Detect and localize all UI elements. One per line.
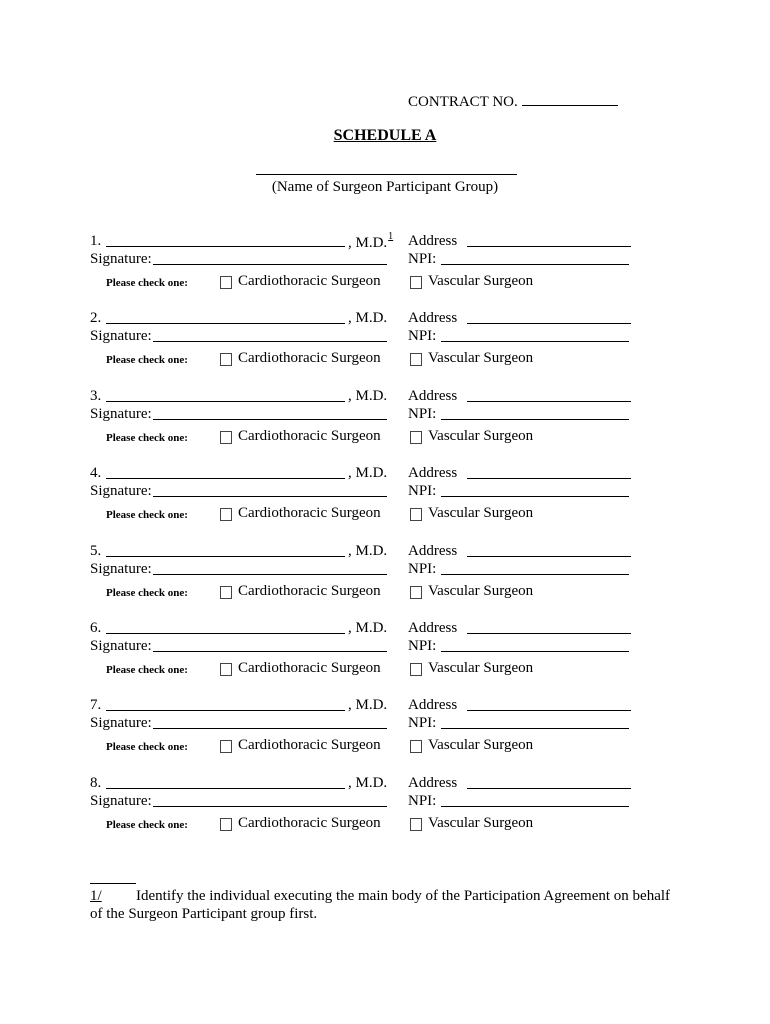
vascular-label: Vascular Surgeon — [428, 350, 534, 367]
address-label: Address — [408, 310, 458, 327]
surgeon-entry — [0, 388, 770, 460]
address-blank[interactable] — [467, 788, 631, 789]
cardiothoracic-label: Cardiothoracic Surgeon — [238, 737, 381, 754]
footnote-marker: 1/ — [90, 888, 102, 904]
vascular-label: Vascular Surgeon — [428, 814, 534, 831]
vascular-checkbox[interactable] — [410, 663, 422, 676]
address-blank[interactable] — [467, 710, 631, 711]
surgeon-entry — [0, 465, 770, 537]
vascular-checkbox[interactable] — [410, 586, 422, 599]
surgeon-name-blank[interactable] — [106, 478, 345, 479]
vascular-label: Vascular Surgeon — [428, 582, 534, 599]
signature-label: Signature: — [90, 638, 152, 654]
check-one-label: Please check one: — [106, 586, 188, 599]
md-label: , M.D. — [348, 697, 388, 714]
npi-blank[interactable] — [441, 341, 629, 342]
md-label: , M.D. — [348, 620, 388, 636]
vascular-label: Vascular Surgeon — [428, 427, 534, 444]
address-blank[interactable] — [467, 478, 631, 479]
signature-label: Signature: — [90, 715, 152, 732]
address-blank[interactable] — [467, 246, 631, 247]
md-label: , M.D.$^1$ — [348, 231, 394, 251]
check-one-label: Please check one: — [106, 277, 188, 289]
vascular-checkbox[interactable] — [410, 353, 422, 366]
npi-label: NPI: — [408, 715, 437, 732]
cardiothoracic-label: Cardiothoracic Surgeon — [238, 505, 381, 522]
entry-number: 7. — [90, 697, 102, 714]
entry-number: 2. — [90, 310, 102, 327]
cardiothoracic-label: Cardiothoracic Surgeon — [238, 273, 381, 289]
footnote-line-2: of the Surgeon Participant group first. — [90, 906, 318, 922]
vascular-checkbox[interactable] — [410, 431, 422, 444]
cardiothoracic-label: Cardiothoracic Surgeon — [238, 814, 381, 831]
signature-label: Signature: — [90, 405, 152, 422]
npi-label: NPI: — [408, 792, 437, 809]
contract-label: CONTRACT NO. — [408, 94, 518, 110]
footnote-reference: 1 — [388, 231, 394, 242]
contract-number — [408, 92, 618, 111]
cardiothoracic-checkbox[interactable] — [220, 431, 232, 444]
npi-label: NPI: — [408, 405, 437, 422]
vascular-checkbox[interactable] — [410, 740, 422, 753]
signature-blank[interactable] — [153, 806, 387, 807]
footnote-line-1: Identify the individual executing the main body of the Participation Agreement on behalf — [136, 888, 671, 904]
signature-blank[interactable] — [153, 728, 387, 729]
contract-number-blank[interactable] — [522, 92, 618, 106]
check-one-label: Please check one: — [106, 431, 188, 444]
address-blank[interactable] — [467, 633, 631, 634]
signature-label: Signature: — [90, 792, 152, 809]
cardiothoracic-checkbox[interactable] — [220, 276, 232, 289]
npi-blank[interactable] — [441, 264, 629, 265]
surgeon-entry — [0, 775, 770, 847]
check-one-label: Please check one: — [106, 741, 188, 754]
npi-blank[interactable] — [441, 806, 629, 807]
signature-label: Signature: — [90, 560, 152, 577]
npi-blank[interactable] — [441, 496, 629, 497]
schedule-title: SCHEDULE A — [333, 127, 437, 144]
surgeon-entry — [0, 697, 770, 769]
surgeon-entry — [0, 543, 770, 615]
surgeon-name-blank[interactable] — [106, 246, 345, 247]
address-label: Address — [408, 620, 458, 636]
surgeon-entry — [0, 620, 770, 692]
check-one-label: Please check one: — [106, 509, 188, 522]
npi-label: NPI: — [408, 560, 437, 577]
cardiothoracic-label: Cardiothoracic Surgeon — [238, 427, 381, 444]
surgeon-name-blank[interactable] — [106, 710, 345, 711]
address-blank[interactable] — [467, 556, 631, 557]
vascular-label: Vascular Surgeon — [428, 660, 534, 676]
cardiothoracic-checkbox[interactable] — [220, 663, 232, 676]
check-one-label: Please check one: — [106, 664, 188, 676]
address-blank[interactable] — [467, 401, 631, 402]
vascular-label: Vascular Surgeon — [428, 505, 534, 522]
entry-number: 6. — [90, 620, 102, 636]
md-label: , M.D. — [348, 465, 388, 482]
vascular-checkbox[interactable] — [410, 508, 422, 521]
npi-blank[interactable] — [441, 728, 629, 729]
surgeon-entry — [0, 233, 770, 305]
surgeon-name-blank[interactable] — [106, 323, 345, 324]
entry-number: 4. — [90, 465, 102, 482]
entry-number: 5. — [90, 542, 102, 559]
cardiothoracic-checkbox[interactable] — [220, 508, 232, 521]
signature-label: Signature: — [90, 328, 152, 345]
address-label: Address — [408, 233, 458, 249]
npi-label: NPI: — [408, 328, 437, 345]
vascular-label: Vascular Surgeon — [428, 273, 534, 289]
address-label: Address — [408, 465, 458, 482]
surgeon-name-blank[interactable] — [106, 401, 345, 402]
entry-number: 1. — [90, 233, 102, 249]
npi-blank[interactable] — [441, 574, 629, 575]
signature-blank[interactable] — [153, 651, 387, 652]
cardiothoracic-label: Cardiothoracic Surgeon — [238, 582, 381, 599]
check-one-label: Please check one: — [106, 354, 188, 367]
entry-number: 8. — [90, 774, 102, 791]
npi-label: NPI: — [408, 483, 437, 500]
address-label: Address — [408, 697, 458, 714]
npi-blank[interactable] — [441, 419, 629, 420]
check-one-label: Please check one: — [106, 818, 188, 831]
cardiothoracic-checkbox[interactable] — [220, 740, 232, 753]
address-label: Address — [408, 774, 458, 791]
signature-blank[interactable] — [153, 574, 387, 575]
vascular-checkbox[interactable] — [410, 276, 422, 289]
md-label: , M.D. — [348, 387, 388, 404]
group-name-blank[interactable] — [256, 174, 517, 175]
footnote-rule — [90, 883, 136, 884]
vascular-checkbox[interactable] — [410, 818, 422, 831]
md-label: , M.D. — [348, 542, 388, 559]
cardiothoracic-label: Cardiothoracic Surgeon — [238, 660, 381, 676]
npi-label: NPI: — [408, 638, 437, 654]
vascular-label: Vascular Surgeon — [428, 737, 534, 754]
md-label: , M.D. — [348, 774, 388, 791]
cardiothoracic-checkbox[interactable] — [220, 818, 232, 831]
address-blank[interactable] — [467, 323, 631, 324]
md-label: , M.D. — [348, 310, 388, 327]
cardiothoracic-checkbox[interactable] — [220, 353, 232, 366]
signature-blank[interactable] — [153, 419, 387, 420]
signature-label: Signature: — [90, 483, 152, 500]
surgeon-entry — [0, 310, 770, 382]
signature-blank[interactable] — [153, 341, 387, 342]
signature-label: Signature: — [90, 251, 152, 267]
address-label: Address — [408, 387, 458, 404]
entry-number: 3. — [90, 387, 102, 404]
cardiothoracic-label: Cardiothoracic Surgeon — [238, 350, 381, 367]
npi-label: NPI: — [408, 251, 437, 267]
surgeon-name-blank[interactable] — [106, 556, 345, 557]
address-label: Address — [408, 542, 458, 559]
surgeon-name-blank[interactable] — [106, 633, 345, 634]
signature-blank[interactable] — [153, 264, 387, 265]
surgeon-name-blank[interactable] — [106, 788, 345, 789]
group-name-label: (Name of Surgeon Participant Group) — [271, 179, 499, 195]
npi-blank[interactable] — [441, 651, 629, 652]
signature-blank[interactable] — [153, 496, 387, 497]
cardiothoracic-checkbox[interactable] — [220, 586, 232, 599]
